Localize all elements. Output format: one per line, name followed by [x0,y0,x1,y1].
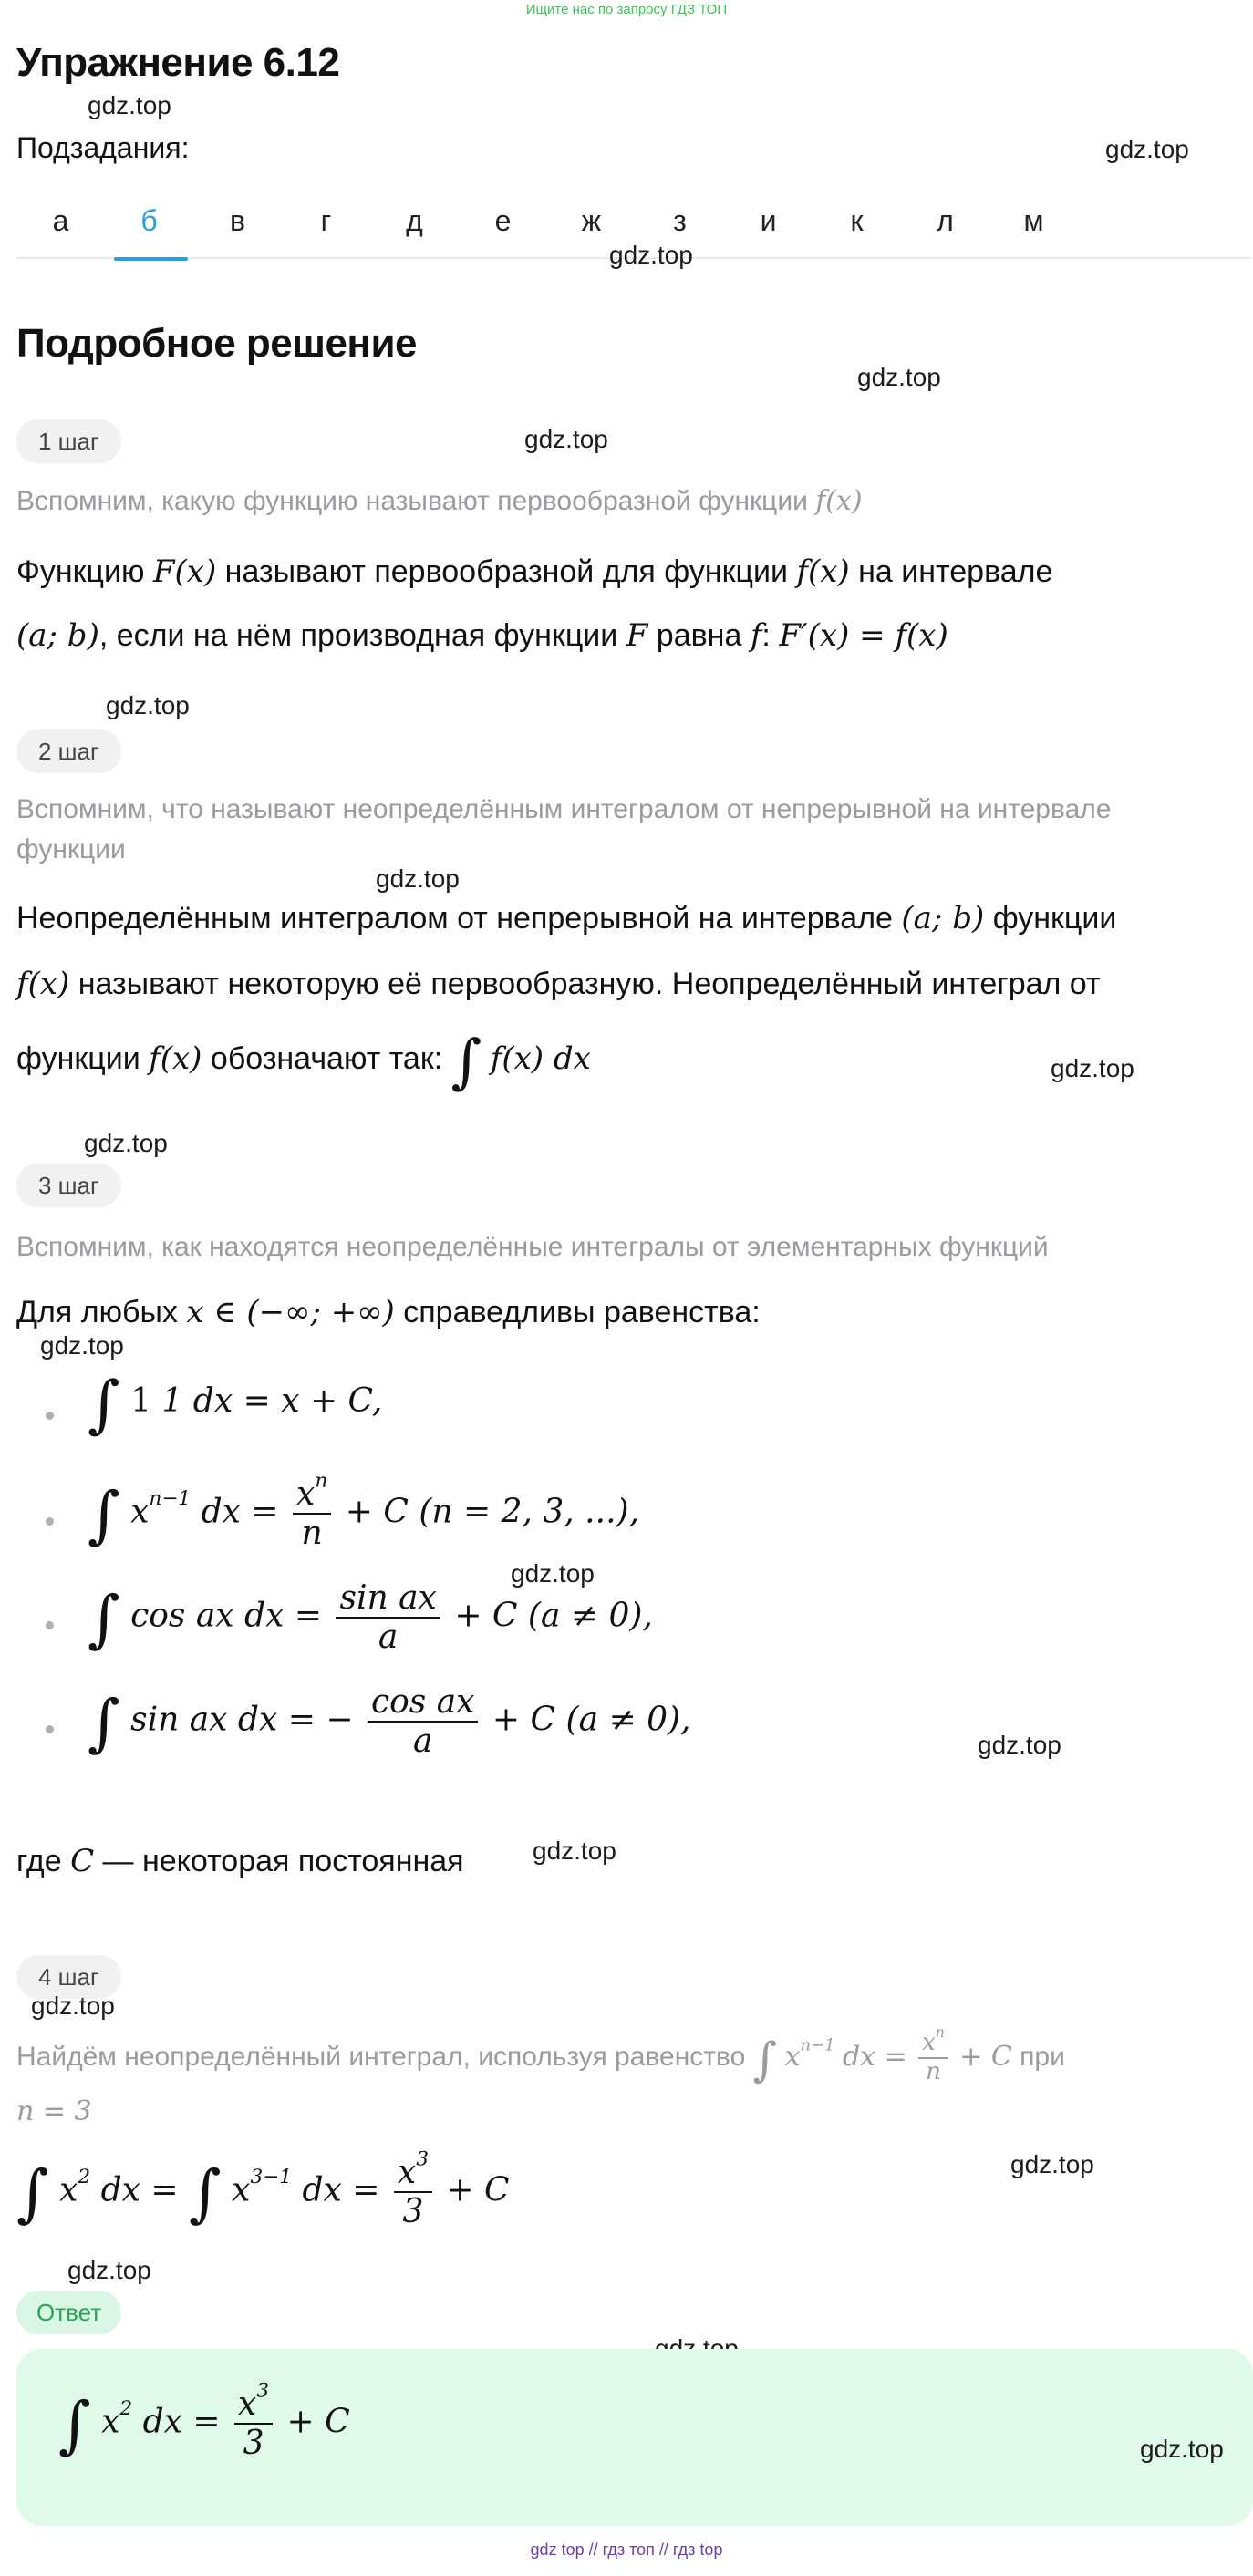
step-2-body-line-2: f(x) называют некоторую её первообразную. Неопределённый интеграл от [16,966,1101,1002]
tab-v[interactable]: в [230,204,245,237]
section-title: Подробное решение [16,321,418,366]
watermark: gdz.top [84,1129,168,1157]
tab-i[interactable]: и [760,204,777,237]
watermark: gdz.top [511,1559,595,1588]
watermark: gdz.top [88,91,171,119]
tab-e[interactable]: е [494,204,512,237]
step-3-hint: Вспомним, как находятся неопределённые интегралы от элементарных функций [16,1232,1049,1262]
bullet-dot [46,1412,54,1420]
step-1-body-line-2: (a; b), если на нём производная функции F равна f: F′(x) = f(x) [16,617,948,654]
step-1-badge: 1 шаг [16,419,121,463]
answer-formula: ∫ $x^2$ dx = $\frac{x^3}{3}$ + C [58,2379,350,2463]
answer-box [16,2349,1253,2526]
step-1-body-line-1: Функцию F(x) называют первообразной для функции f(x) на интервале [16,553,1053,590]
watermark: gdz.top [106,691,190,719]
tab-l[interactable]: л [937,204,954,237]
watermark: gdz.top [40,1331,124,1360]
top-banner[interactable]: Ищите нас по запросу ГДЗ ТОП [525,2,728,17]
tab-b[interactable]: б [105,182,193,259]
step-4-hint-line-2: n = 3 [16,2095,92,2127]
formula-1: ∫ 1 1 dx = x + C, [88,1369,383,1442]
step-2-badge: 2 шаг [16,729,121,773]
step-2-body-line-1: Неопределённым интегралом от непрерывной на интервале (a; b) функции [16,900,1117,936]
tab-d[interactable]: д [406,204,423,237]
tab-z[interactable]: з [673,204,687,237]
bullet-dot [46,1725,54,1733]
watermark: gdz.top [1105,135,1189,163]
tab-m[interactable]: м [1023,204,1044,237]
watermark: gdz.top [524,425,608,453]
watermark: gdz.top [978,1731,1061,1759]
watermark: gdz.top [857,363,941,391]
tab-a[interactable]: а [52,204,69,237]
integral-sign: ∫ [450,1028,482,1097]
step-2-hint-line-1: Вспомним, что называют неопределённым интегралом от непрерывной на интервале [16,794,1112,824]
footer-links[interactable]: gdz top // гдз топ // гдз top [530,2540,723,2559]
step-2-hint-line-2: функции [16,834,126,864]
subtasks-label: Подзадания: [16,131,190,164]
watermark: gdz.top [533,1836,616,1865]
step-3-where: где C — некоторая постоянная [16,1843,464,1879]
watermark: gdz.top [67,2256,151,2284]
step-1-hint: Вспомним, какую функцию называют первообразной функции f(x) [16,485,863,517]
step-3-body: Для любых x ∈ (−∞; +∞) справедливы равенства: [16,1294,761,1330]
tab-zh[interactable]: ж [581,204,602,237]
formula-2: ∫ $x^{n-1}$ dx = $\frac{x^n}{n}$ + C (n = 2, 3, ...), [88,1469,639,1553]
watermark: gdz.top [1010,2150,1094,2178]
watermark: gdz.top [31,1991,115,2020]
tab-g[interactable]: г [320,204,332,237]
formula-3: ∫ cos ax dx = $\frac{\text{sin ax}}{a}$ + C (a ≠ 0), [88,1579,653,1657]
step-4-hint-line-1: Найдём неопределённый интеграл, используя равенство ∫ $x^{n-1}$ dx = $\frac{x^n}{n}$ + C при [16,2023,1065,2088]
bullet-dot [46,1621,54,1629]
watermark: gdz.top [1140,2435,1224,2463]
tab-k[interactable]: к [850,204,864,237]
page-title: Упражнение 6.12 [16,40,340,85]
step-4-badge: 4 шаг [16,1955,121,1999]
bullet-dot [46,1517,54,1526]
watermark: gdz.top [609,241,693,269]
formula-4: ∫ sin ax dx = − $\frac{\text{cos ax}}{a}$ + C (a ≠ 0), [88,1683,691,1761]
watermark: gdz.top [376,864,460,893]
answer-badge: Ответ [16,2291,121,2334]
step-2-body-line-3: функции f(x) обозначают так: ∫ f(x) dx [16,1028,591,1097]
step-3-badge: 3 шаг [16,1164,121,1207]
watermark: gdz.top [1051,1054,1134,1082]
step-4-calculation: ∫ $x^2$ dx = ∫ $x^{3-1}$ dx = $\frac{x^3}{3}$ + C [16,2147,510,2231]
